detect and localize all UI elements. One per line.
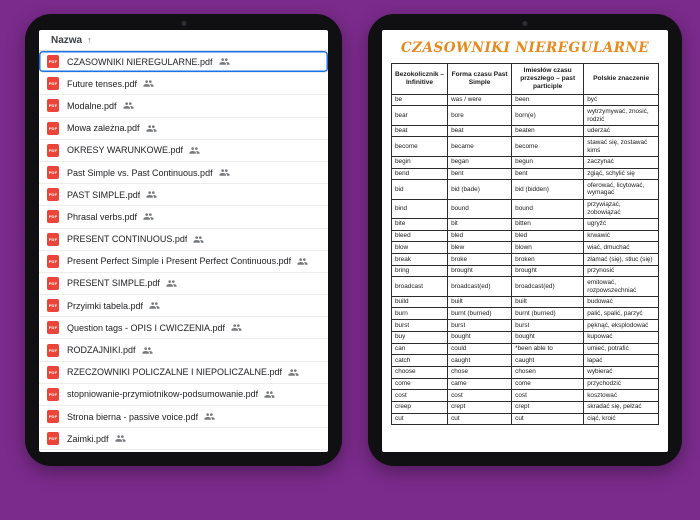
verb-cell: broken	[512, 254, 584, 266]
file-name: Past Simple vs. Past Continuous.pdf	[67, 167, 213, 178]
verb-cell: beat	[448, 125, 512, 137]
shared-people-icon[interactable]	[166, 278, 177, 289]
verb-cell: uderzać	[584, 125, 659, 137]
verb-cell: bled	[512, 230, 584, 242]
verb-row	[392, 242, 659, 254]
pdf-file-icon: PDF	[47, 344, 59, 357]
verb-cell: build	[392, 296, 448, 308]
file-name: Present Perfect Simple i Present Perfect Continuous.pdf	[67, 256, 292, 267]
file-name: Phrasal verbs.pdf	[67, 211, 138, 222]
file-row[interactable]	[39, 428, 328, 450]
verb-cell: zaczynać	[584, 156, 659, 168]
shared-people-icon[interactable]	[288, 367, 299, 378]
file-row[interactable]	[39, 95, 328, 117]
verb-cell: blown	[512, 242, 584, 254]
verb-cell: burnt (burned)	[512, 308, 584, 320]
front-camera-dot	[181, 21, 186, 26]
pdf-file-icon: PDF	[47, 122, 59, 135]
verb-cell: palić, spalić, parzyć	[584, 308, 659, 320]
verb-cell: burst	[448, 320, 512, 332]
file-name: Zaimki.pdf	[67, 433, 109, 444]
pdf-file-icon: PDF	[47, 210, 59, 223]
file-name: Strona bierna - passive voice.pdf	[67, 411, 199, 422]
verb-cell: bind	[392, 199, 448, 218]
shared-people-icon[interactable]	[219, 56, 230, 67]
verb-cell: bite	[392, 218, 448, 230]
verb-cell: broadcast(ed)	[448, 277, 512, 296]
verb-row	[392, 137, 659, 156]
verb-cell: buy	[392, 331, 448, 343]
pdf-document	[382, 30, 668, 429]
verb-cell: begin	[392, 156, 448, 168]
verb-cell: bitten	[512, 218, 584, 230]
file-row[interactable]	[39, 317, 328, 339]
verb-row	[392, 343, 659, 355]
file-row[interactable]	[39, 384, 328, 406]
verb-row	[392, 180, 659, 199]
verb-cell: bid (bidden)	[512, 180, 584, 199]
verb-cell: bound	[512, 199, 584, 218]
verb-cell: bid	[392, 180, 448, 199]
verb-cell: cost	[392, 390, 448, 402]
shared-people-icon[interactable]	[189, 145, 200, 156]
verb-row	[392, 230, 659, 242]
verb-cell: oferować, licytować, wymagać	[584, 180, 659, 199]
pdf-file-icon: PDF	[47, 233, 59, 246]
verb-cell: być	[584, 94, 659, 106]
verb-row	[392, 156, 659, 168]
verb-cell: bent	[512, 168, 584, 180]
verb-row	[392, 277, 659, 296]
verb-cell: broadcast	[392, 277, 448, 296]
verb-cell: bent	[448, 168, 512, 180]
shared-people-icon[interactable]	[297, 256, 308, 267]
verb-cell: burst	[392, 320, 448, 332]
pdf-file-icon: PDF	[47, 321, 59, 334]
file-name: OKRESY WARUNKOWE.pdf	[67, 145, 184, 156]
verb-table-body	[392, 94, 659, 425]
verb-row	[392, 168, 659, 180]
verb-cell: came	[448, 378, 512, 390]
shared-people-icon[interactable]	[193, 234, 204, 245]
verb-cell: cut	[448, 413, 512, 425]
verb-cell: bought	[448, 331, 512, 343]
verb-row	[392, 296, 659, 308]
verb-cell: was / were	[448, 94, 512, 106]
verb-row	[392, 199, 659, 218]
shared-people-icon[interactable]	[143, 78, 154, 89]
verb-cell: come	[392, 378, 448, 390]
verb-cell: chose	[448, 366, 512, 378]
file-row[interactable]	[39, 362, 328, 384]
tablet-left	[25, 14, 342, 466]
file-name: Question tags - OPIS I CWICZENIA.pdf	[67, 322, 226, 333]
verb-cell: broke	[448, 254, 512, 266]
pdf-file-icon: PDF	[47, 255, 59, 268]
verb-cell: began	[448, 156, 512, 168]
verb-cell: become	[512, 137, 584, 156]
list-sort-header[interactable]	[39, 30, 328, 51]
file-row[interactable]	[39, 406, 328, 428]
verb-cell: be	[392, 94, 448, 106]
verb-cell: begun	[512, 156, 584, 168]
verb-cell: ugryźć	[584, 218, 659, 230]
verb-cell: brought	[448, 265, 512, 277]
verb-cell: skradać się, pełzać	[584, 401, 659, 413]
file-row[interactable]	[39, 229, 328, 251]
file-row[interactable]	[39, 51, 328, 73]
verb-row	[392, 390, 659, 402]
pdf-file-icon: PDF	[47, 277, 59, 290]
verb-cell: bend	[392, 168, 448, 180]
front-camera-dot	[523, 21, 528, 26]
sort-column-label: Nazwa	[51, 34, 83, 46]
pdf-file-icon: PDF	[47, 99, 59, 112]
verb-cell: built	[448, 296, 512, 308]
verb-row	[392, 378, 659, 390]
verb-cell: bear	[392, 106, 448, 125]
pdf-file-icon: PDF	[47, 55, 59, 68]
shared-people-icon[interactable]	[149, 300, 160, 311]
verb-row	[392, 106, 659, 125]
file-row[interactable]	[39, 339, 328, 361]
verb-cell: emitować, rozpowszechniać	[584, 277, 659, 296]
verb-row	[392, 366, 659, 378]
verb-row	[392, 125, 659, 137]
verb-cell: przychodzić	[584, 378, 659, 390]
verb-cell: blew	[448, 242, 512, 254]
file-row[interactable]	[39, 73, 328, 95]
verb-cell: kosztować	[584, 390, 659, 402]
file-row[interactable]	[39, 140, 328, 162]
file-row[interactable]	[39, 162, 328, 184]
verb-cell: *been able to	[512, 343, 584, 355]
file-name: Future tenses.pdf	[67, 78, 138, 89]
verb-cell: beat	[392, 125, 448, 137]
verb-cell: wiać, dmuchać	[584, 242, 659, 254]
verb-cell: born(e)	[512, 106, 584, 125]
file-row[interactable]	[39, 273, 328, 295]
verb-cell: zgiąć, schylić się	[584, 168, 659, 180]
shared-people-icon[interactable]	[146, 189, 157, 200]
file-name: PAST SIMPLE.pdf	[67, 189, 141, 200]
verb-cell: przynosić	[584, 265, 659, 277]
verb-cell: blow	[392, 242, 448, 254]
file-row[interactable]	[39, 251, 328, 273]
verb-table-header-cell: Forma czasu Past Simple	[448, 64, 512, 95]
pdf-file-icon: PDF	[47, 77, 59, 90]
pdf-file-icon: PDF	[47, 144, 59, 157]
verb-cell: come	[512, 378, 584, 390]
verb-cell: built	[512, 296, 584, 308]
verb-cell: wybierać	[584, 366, 659, 378]
tablet-right	[368, 14, 682, 466]
verb-cell: been	[512, 94, 584, 106]
verb-cell: creep	[392, 401, 448, 413]
verb-row	[392, 94, 659, 106]
verb-cell: bound	[448, 199, 512, 218]
shared-people-icon[interactable]	[204, 411, 215, 422]
pdf-file-icon: PDF	[47, 432, 59, 445]
verb-cell: become	[392, 137, 448, 156]
verb-cell: catch	[392, 355, 448, 367]
verb-cell: brought	[512, 265, 584, 277]
file-name: Przyimki tabela.pdf	[67, 300, 144, 311]
shared-people-icon[interactable]	[142, 345, 153, 356]
up-arrow-icon: ↑	[87, 35, 92, 45]
file-row[interactable]	[39, 295, 328, 317]
irregular-verbs-table	[391, 63, 659, 425]
verb-cell: cut	[392, 413, 448, 425]
file-name: PRESENT SIMPLE.pdf	[67, 278, 160, 289]
verb-cell: pęknąć, eksplodować	[584, 320, 659, 332]
verb-cell: przywiązać, zobowiązać	[584, 199, 659, 218]
file-name: RODZAJNIKI.pdf	[67, 345, 136, 356]
verb-row	[392, 218, 659, 230]
verb-cell: crept	[448, 401, 512, 413]
verb-cell: break	[392, 254, 448, 266]
shared-people-icon[interactable]	[143, 211, 154, 222]
verb-cell: łapać	[584, 355, 659, 367]
verb-cell: bought	[512, 331, 584, 343]
verb-table-header-cell: Bezokolicznik – Infinitive	[392, 64, 448, 95]
verb-table-head-row	[392, 64, 659, 95]
verb-row	[392, 320, 659, 332]
verb-cell: budować	[584, 296, 659, 308]
verb-cell: broadcast(ed)	[512, 277, 584, 296]
verb-cell: burnt (burned)	[448, 308, 512, 320]
shared-people-icon[interactable]	[264, 389, 275, 400]
pdf-viewer-screen	[382, 30, 668, 452]
shared-people-icon[interactable]	[146, 123, 157, 134]
verb-table-header-cell: Imiesłów czasu przeszłego – past participle	[512, 64, 584, 95]
verb-cell: can	[392, 343, 448, 355]
file-list	[39, 51, 328, 450]
shared-people-icon[interactable]	[115, 433, 126, 444]
verb-cell: kupować	[584, 331, 659, 343]
file-name: Mowa zależna.pdf	[67, 123, 140, 134]
pdf-file-icon: PDF	[47, 366, 59, 379]
shared-people-icon[interactable]	[231, 322, 242, 333]
file-name: CZASOWNIKI NIEREGULARNE.pdf	[67, 56, 213, 67]
document-title: CZASOWNIKI NIEREGULARNE	[400, 40, 650, 56]
verb-cell: burn	[392, 308, 448, 320]
pdf-file-icon: PDF	[47, 166, 59, 179]
verb-cell: could	[448, 343, 512, 355]
verb-cell: choose	[392, 366, 448, 378]
file-name: stopniowanie-przymiotnikow-podsumowanie.pdf	[67, 389, 259, 400]
verb-cell: złamać (się), stłuc (się)	[584, 254, 659, 266]
verb-cell: cost	[512, 390, 584, 402]
file-name: RZECZOWNIKI POLICZALNE I NIEPOLICZALNE.pdf	[67, 367, 283, 378]
verb-cell: cut	[512, 413, 584, 425]
file-row[interactable]	[39, 118, 328, 140]
verb-row	[392, 401, 659, 413]
verb-cell: wytrzymywać, znosić, rodzić	[584, 106, 659, 125]
shared-people-icon[interactable]	[123, 100, 134, 111]
verb-cell: caught	[448, 355, 512, 367]
verb-cell: umieć, potrafić	[584, 343, 659, 355]
verb-cell: bled	[448, 230, 512, 242]
verb-cell: became	[448, 137, 512, 156]
verb-cell: chosen	[512, 366, 584, 378]
verb-row	[392, 331, 659, 343]
verb-cell: bit	[448, 218, 512, 230]
verb-cell: cost	[448, 390, 512, 402]
verb-cell: bore	[448, 106, 512, 125]
verb-cell: bid (bade)	[448, 180, 512, 199]
file-row[interactable]	[39, 206, 328, 228]
verb-cell: burst	[512, 320, 584, 332]
shared-people-icon[interactable]	[219, 167, 230, 178]
verb-cell: ciąć, kroić	[584, 413, 659, 425]
verb-row	[392, 413, 659, 425]
verb-cell: bleed	[392, 230, 448, 242]
verb-cell: stawać się, zostawać kimś	[584, 137, 659, 156]
file-row[interactable]	[39, 184, 328, 206]
file-browser-screen	[39, 30, 328, 452]
verb-row	[392, 265, 659, 277]
verb-row	[392, 254, 659, 266]
verb-cell: beaten	[512, 125, 584, 137]
file-name: PRESENT CONTINUOUS.pdf	[67, 234, 188, 245]
pdf-file-icon: PDF	[47, 299, 59, 312]
pdf-file-icon: PDF	[47, 388, 59, 401]
pdf-file-icon: PDF	[47, 188, 59, 201]
verb-row	[392, 308, 659, 320]
verb-cell: caught	[512, 355, 584, 367]
verb-row	[392, 355, 659, 367]
pdf-file-icon: PDF	[47, 410, 59, 423]
verb-cell: crept	[512, 401, 584, 413]
verb-cell: bring	[392, 265, 448, 277]
file-name: Modalne.pdf	[67, 100, 117, 111]
verb-cell: krwawić	[584, 230, 659, 242]
verb-table-header-cell: Polskie znaczenie	[584, 64, 659, 95]
